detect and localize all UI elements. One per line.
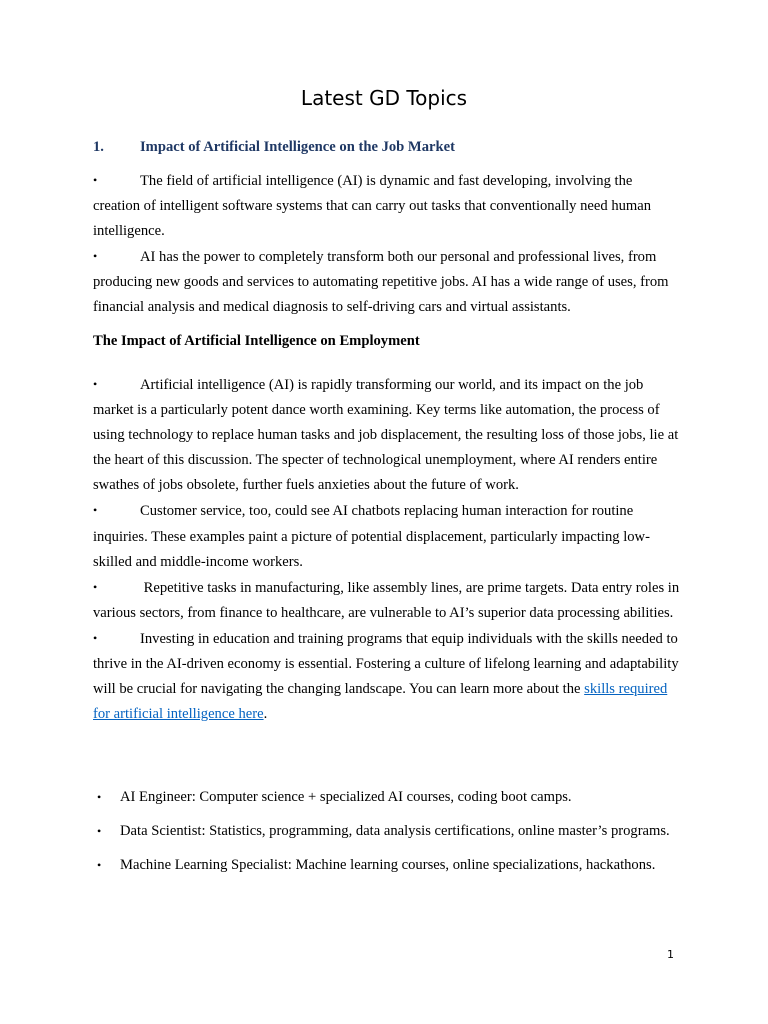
page-number: 1 bbox=[667, 948, 674, 961]
list-item-text: Data Scientist: Statistics, programming, data analysis certifications, online master’s programs. bbox=[120, 823, 670, 840]
paragraph-text-end: . bbox=[263, 706, 268, 723]
paragraph bbox=[93, 498, 683, 574]
list-item bbox=[93, 785, 673, 810]
bullet-icon: • bbox=[93, 579, 98, 594]
bullet-icon: • bbox=[93, 249, 98, 264]
paragraph bbox=[93, 168, 683, 244]
bullet-icon: • bbox=[97, 824, 102, 839]
bullet-icon: • bbox=[93, 503, 98, 518]
section-number: 1. bbox=[93, 139, 104, 155]
paragraph bbox=[93, 372, 683, 498]
paragraph-text: Customer service, too, could see AI chatbots replacing human interaction for routine inquiries. These examples paint a picture of potential displacement, particularly impacting low-skilled and middle-income workers. bbox=[93, 503, 650, 570]
bullet-icon: • bbox=[93, 377, 98, 391]
paragraph bbox=[93, 626, 683, 727]
paragraph-text: Investing in education and training programs that equip individuals with the skills needed to thrive in the AI-driven economy is essential. Fostering a culture of lifelong learning and adaptability will be crucial for navigating the changing landscape. You can learn more about the bbox=[93, 630, 679, 698]
paragraph-text: AI has the power to completely transform both our personal and professional lives, from producing new goods and services to automating repetitive jobs. AI has a wide range of uses, from financial analysis and medical diagnosis to self-driving cars and virtual assistants. bbox=[93, 249, 669, 316]
paragraph-text: The field of artificial intelligence (AI) is dynamic and fast developing, involving the creation of intelligent software systems that can carry out tasks that conventionally need human intelligence. bbox=[93, 173, 652, 240]
list-item bbox=[93, 819, 673, 844]
bullet-icon: • bbox=[93, 630, 98, 645]
paragraph bbox=[93, 575, 683, 626]
list-item-text: AI Engineer: Computer science + specialized AI courses, coding boot camps. bbox=[120, 789, 572, 805]
page-title: Latest GD Topics bbox=[300, 86, 468, 110]
bullet-icon: • bbox=[97, 790, 102, 804]
section-heading-text: Impact of Artificial Intelligence on the Job Market bbox=[140, 139, 455, 155]
list-item-text: Machine Learning Specialist: Machine learning courses, online specializations, hackathons. bbox=[120, 857, 656, 874]
paragraph-text: Repetitive tasks in manufacturing, like assembly lines, are prime targets. Data entry roles in various sectors, from finance to healthcare, are vulnerable to AI’s superior data processing abilities. bbox=[93, 579, 680, 621]
section2-body bbox=[93, 372, 683, 727]
skills-link[interactable]: skills required for artificial intelligence here bbox=[93, 681, 668, 723]
paragraph bbox=[93, 244, 683, 320]
paragraph-text: Artificial intelligence (AI) is rapidly transforming our world, and its impact on the job market is a particularly potent dance worth examining. Key terms like automation, the process of using technology to replace human tasks and job displacement, the resulting loss of those jobs, lie at the heart of this discussion. The specter of technological unemployment, where AI renders entire swathes of jobs obsolete, further fuels anxieties about the future of work. bbox=[93, 377, 679, 494]
section-heading-1 bbox=[93, 137, 455, 157]
skills-list bbox=[93, 785, 673, 887]
bullet-icon: • bbox=[93, 173, 98, 187]
list-item bbox=[93, 853, 673, 878]
section1-body bbox=[93, 168, 683, 321]
bullet-icon: • bbox=[97, 858, 102, 873]
section-heading-2: The Impact of Artificial Intelligence on Employment bbox=[93, 333, 420, 349]
